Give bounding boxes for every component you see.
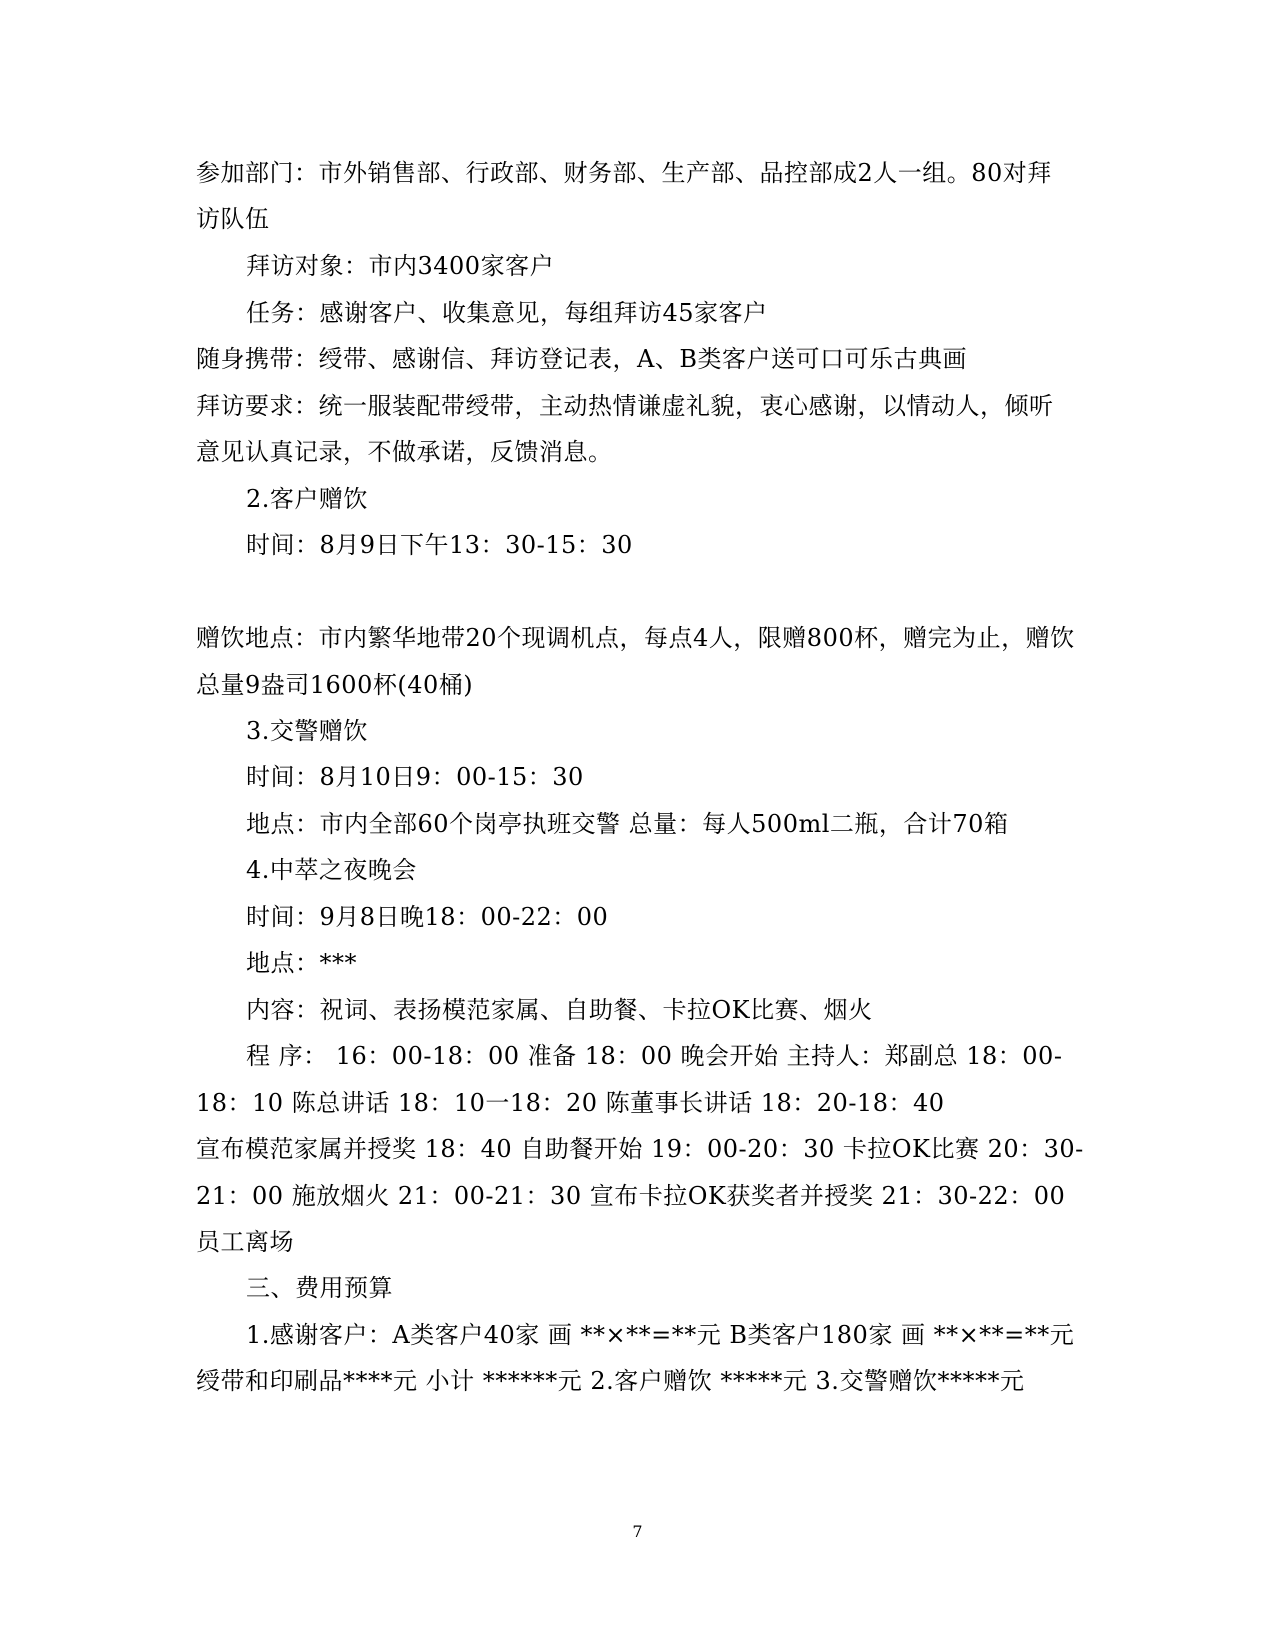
- text-line: 总量9盎司1600杯(40桶): [196, 671, 474, 699]
- text-line: 21：00 施放烟火 21：00-21：30 宣布卡拉OK获奖者并授奖 21：30-22：00: [196, 1182, 1066, 1210]
- text-line: 地点：市内全部60个岗亭执班交警 总量：每人500ml二瓶，合计70箱: [246, 810, 1009, 838]
- text-line: 访队伍: [196, 205, 270, 233]
- text-line: 时间：8月9日下午13：30-15：30: [246, 531, 633, 559]
- section-heading: 2.客户赠饮: [246, 485, 368, 513]
- text-line: 宣布模范家属并授奖 18：40 自助餐开始 19：00-20：30 卡拉OK比赛 20：30-: [196, 1135, 1084, 1163]
- text-line: 拜访对象：市内3400家客户: [246, 252, 555, 280]
- text-line: 内容：祝词、表扬模范家属、自助餐、卡拉OK比赛、烟火: [246, 996, 873, 1024]
- page-number: 7: [632, 1522, 643, 1541]
- section-heading: 3.交警赠饮: [246, 717, 368, 745]
- section-heading: 三、费用预算: [246, 1274, 393, 1302]
- text-line: 时间：9月8日晚18：00-22：00: [246, 903, 609, 931]
- text-line: 意见认真记录，不做承诺，反馈消息。: [196, 438, 613, 466]
- text-line: 员工离场: [196, 1228, 294, 1256]
- text-line: 地点：***: [246, 949, 357, 977]
- section-heading: 4.中萃之夜晚会: [246, 856, 417, 884]
- text-line: 1.感谢客户：A类客户40家 画 **×**=**元 B类客户180家 画 **×**=**元: [246, 1321, 1075, 1349]
- text-line: 拜访要求：统一服装配带绶带，主动热情谦虚礼貌，衷心感谢，以情动人，倾听: [196, 392, 1054, 420]
- text-line: 18：10 陈总讲话 18：10一18：20 陈董事长讲话 18：20-18：40: [196, 1089, 945, 1117]
- text-line: 程 序： 16：00-18：00 准备 18：00 晚会开始 主持人：郑副总 18：00-: [246, 1042, 1063, 1070]
- text-line: 时间：8月10日9：00-15：30: [246, 763, 584, 791]
- text-line: 赠饮地点：市内繁华地带20个现调机点，每点4人，限赠800杯，赠完为止，赠饮: [196, 624, 1075, 652]
- text-line: 参加部门：市外销售部、行政部、财务部、生产部、品控部成2人一组。80对拜: [196, 159, 1052, 187]
- text-line: 任务：感谢客户、收集意见，每组拜访45家客户: [246, 299, 768, 327]
- text-line: 绶带和印刷品****元 小计 ******元 2.客户赠饮 *****元 3.交警赠饮*****元: [196, 1367, 1025, 1395]
- text-line: 随身携带：绶带、感谢信、拜访登记表，A、B类客户送可口可乐古典画: [196, 345, 967, 373]
